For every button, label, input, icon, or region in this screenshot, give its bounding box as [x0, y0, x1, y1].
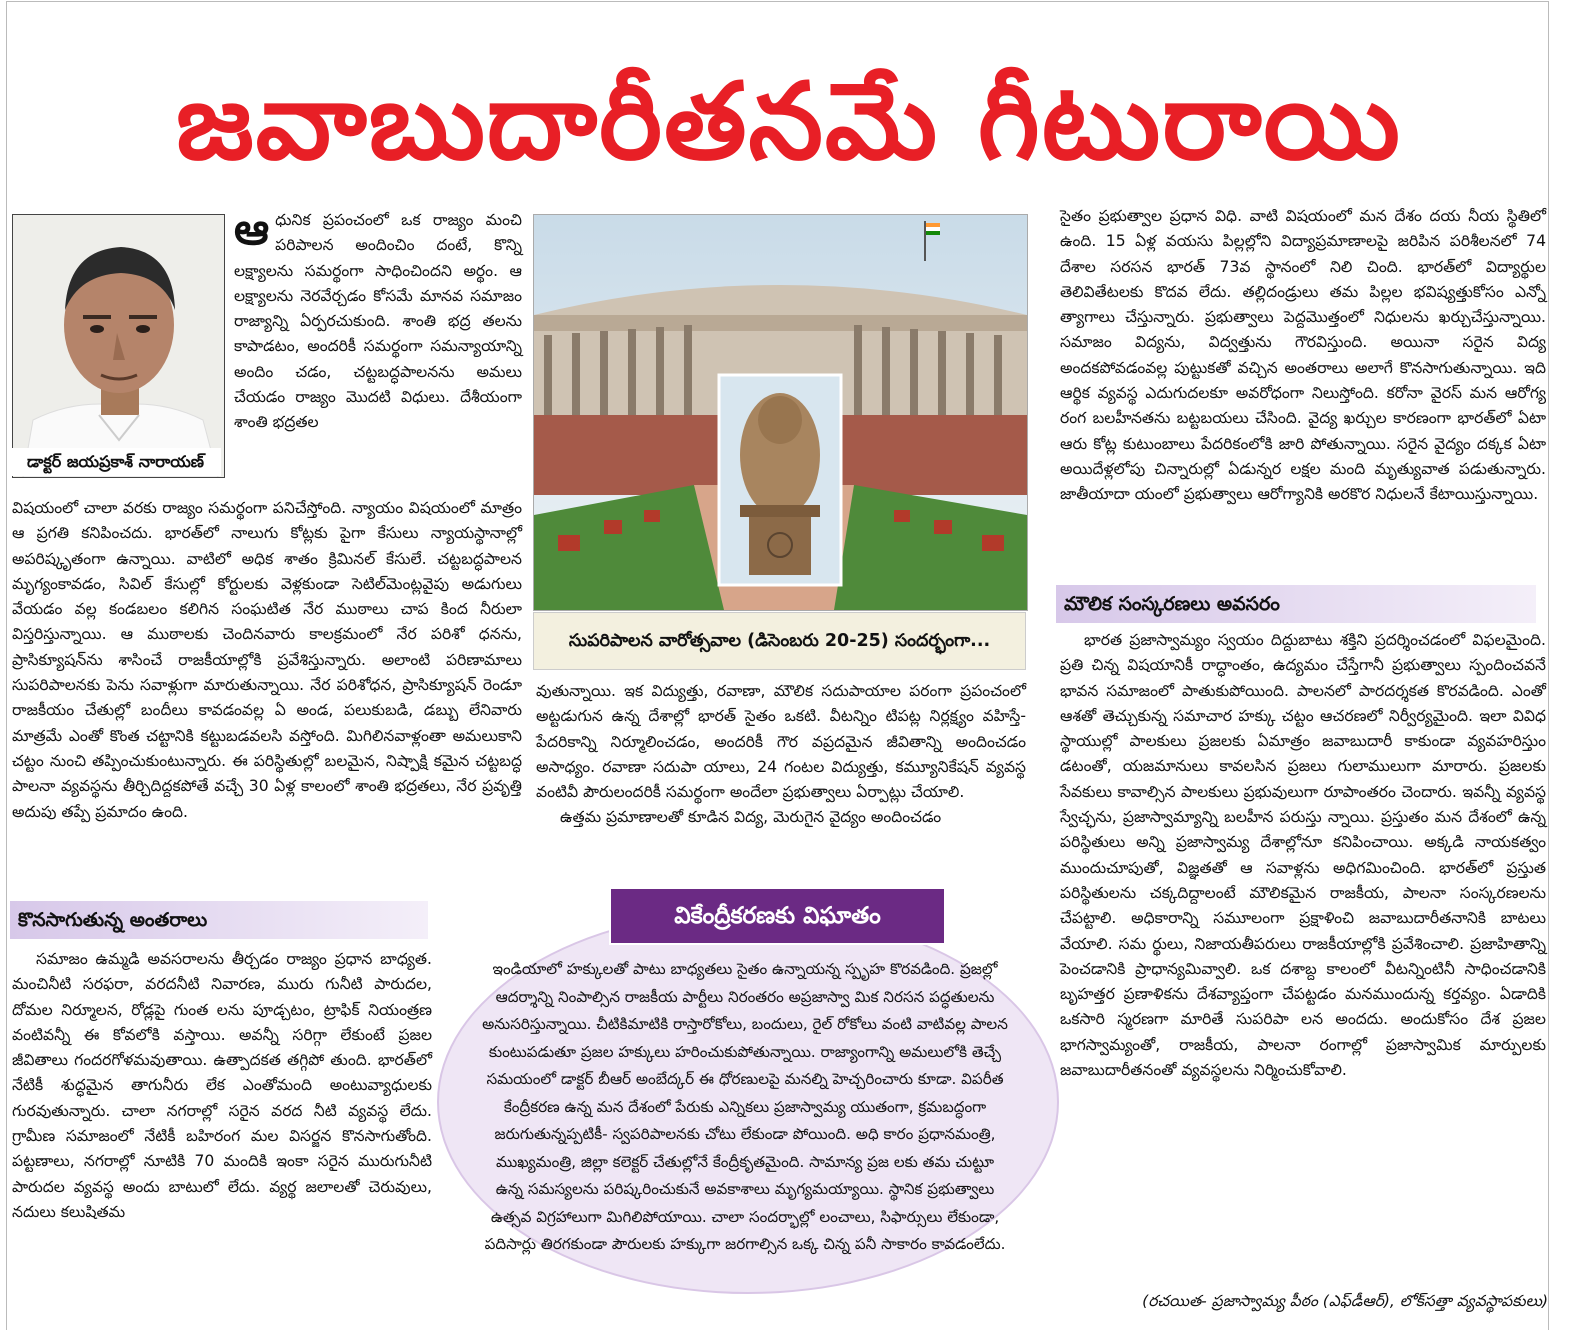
parliament-image [534, 215, 1027, 610]
col2-body [536, 679, 1026, 831]
dropcap: ఆ [234, 204, 270, 255]
col1-bottom-text: సమాజం ఉమ్మడి అవసరాలను తీర్చడం రాజ్యం ప్రధాన బాధ్యత. మంచినీటి సరఫరా, వరదనీటి నివారణ, మురు గునీటి పారుదల, దోమల నిర్మూలన, రోడ్లపై గుంత లను పూడ్చటం, ట్రాఫిక్ నియంత్రణ వంటివన్నీ ఈ కోవలోకి వస్తాయి. అవన్నీ సరిగ్గా లేకుంటే ప్రజల జీవితాలు గందరగోళమవుతాయి. ఉత్పాదకత తగ్గిపో తుంది. భారత్‌లో నేటికీ శుద్ధమైన తాగునీరు లేక ఎంతోమంది అంటువ్యాధులకు గురవుతున్నారు. చాలా నగరాల్లో సరైన వరద నీటి వ్యవస్థ లేదు. గ్రామీణ సమాజంలో నేటికీ బహిరంగ మల విసర్జన కొనసాగుతోంది. పట్టణాలు, నగరాల్లో నూటికి 70 మందికి ఇంకా సరైన మురుగునీటి పారుదల వ్యవస్థ అందు బాటులో లేదు. వ్యర్థ జలాలతో చెరువులు, నదులు కలుషితమ [12, 950, 432, 1221]
subhead-left: కొనసాగుతున్న అంతరాలు [10, 901, 428, 939]
col3-top [1060, 204, 1546, 508]
author-caption: డాక్టర్ జయప్రకాశ్ నారాయణ్ [10, 448, 221, 476]
box-text: ఇండియాలో హక్కులతో పాటు బాధ్యతలు సైతం ఉన్నాయన్న స్పృహ కొరవడింది. ప్రజల్లో ఆదర్శాన్ని నింపాల్సిన రాజకీయ పార్టీలు నిరంతరం అప్రజాస్వా మిక నిరసన పద్ధతులను అనుసరిస్తున్నాయి. చీటికిమాటికి రాస్తారోకోలు, బందులు, రైల్ రోకోలు వంటి వాటివల్ల పాలన కుంటుపడుతూ ప్రజల హక్కులు హరించుకుపోతున్నాయి. రాజ్యాంగాన్ని అమలులోకి తెచ్చే సమయంలో డాక్టర్ బీఆర్ అంబేద్కర్ ఈ ధోరణులపై మనల్ని హెచ్చరించారు కూడా. విపరీత కేంద్రీకరణ ఉన్న మన దేశంలో పేరుకు ఎన్నికలు ప్రజాస్వామ్య యుతంగా, క్రమబద్ధంగా జరుగుతున్నప్పటికీ- స్వపరిపాలనకు చోటు లేకుండా పోయింది. అధి కారం ప్రధానమంత్రి, ముఖ్యమంత్రి, జిల్లా కలెక్టర్ చేతుల్లోనే కేంద్రీకృతమైంది. సామాన్య ప్రజ లకు తమ చుట్టూ ఉన్న సమస్యలను పరిష్కరించుకునే అవకాశాలు మృగ్యమయ్యాయి. స్థానిక ప్రభుత్వాలు ఉత్సవ విగ్రహాలుగా మిగిలిపోయాయి. చాలా సందర్భాల్లో లంచాలు, సిఫార్సులు లేకుండా, పదిసార్లు తిరగకుండా పౌరులకు హక్కుగా జరగాల్సిన ఒక్క చిన్న పనీ సాకారం కావడంలేదు. [482, 960, 1008, 1253]
col1-body [12, 496, 522, 825]
col1-intro [234, 204, 522, 436]
col2-body-text-2: ఉత్తమ ప్రమాణాలతో కూడిన విద్య, మెరుగైన వైద్యం అందించడం [560, 808, 942, 827]
page-border-top [6, 1, 1549, 2]
col1-body-text: విషయంలో చాలా వరకు రాజ్యం సమర్థంగా పనిచేస్తోంది. న్యాయం విషయంలో మాత్రం ఆ ప్రగతి కనిపించదు. భారత్‌లో నాలుగు కోట్లకు పైగా కేసులు న్యాయస్థానాల్లో అపరిష్కృతంగా ఉన్నాయి. వాటిలో అధిక శాతం క్రిమినల్ కేసులే. చట్టబద్ధపాలన మృగ్యంకావడం, సివిల్ కేసుల్లో కోర్టులకు వెళ్లకుండా సెటిల్‌మెంట్లవైపు అడుగులు వేయడం వల్ల కండబలం కలిగిన సంఘటిత నేర ముఠాలు చాప కింద నీరులా విస్తరిస్తున్నాయి. ఆ ముఠాలకు చెందినవారు కాలక్రమంలో నేర పరిశో ధనను, ప్రాసిక్యూషన్‌ను శాసించే రాజకీయాల్లోకి ప్రవేశిస్తున్నారు. అలాంటి పరిణామాలు సుపరిపాలనకు పెను సవాళ్లుగా మారుతున్నాయి. నేర పరిశోధన, ప్రాసిక్యూషన్ రెండూ రాజకీయం చేతుల్లో బందీలు కావడంవల్ల ఏ అండ, పలుకుబడి, డబ్బు లేనివారు మాత్రమే ఎంతో కొంత చట్టానికి కట్టుబడవలసి వస్తోంది. మిగిలినవాళ్లంతా అమలుకాని చట్టం నుంచి తప్పించుకుంటున్నారు. ఈ పరిస్థితుల్లో బలమైన, నిష్పాక్షి కమైన చట్టబద్ధ పాలనా వ్యవస్థను తీర్చిదిద్దకపోతే వచ్చే 30 ఏళ్ల కాలంలో శాంతి భద్రతలు, నేర ప్రవృత్తి అదుపు తప్పే ప్రమాదం ఉంది. [12, 499, 522, 821]
box-title: వికేంద్రీకరణకు విఘాతం [609, 887, 946, 945]
col3-bottom-text: భారత ప్రజాస్వామ్యం స్వయం దిద్దుబాటు శక్తిని ప్రదర్శించడంలో విఫలమైంది. ప్రతి చిన్న విషయానికీ రాద్ధాంతం, ఉద్యమం చేస్తేగానీ ప్రభుత్వాలు స్పందించవనే భావన సమాజంలో పాతుకుపోయింది. పాలనలో పారదర్శకత కొరవడింది. ఎంతో ఆశతో తెచ్చుకున్న సమాచార హక్కు చట్టం ఆచరణలో నిర్వీర్యమైంది. ఇలా వివిధ స్థాయుల్లో పాలకులు ప్రజలకు ఏమాత్రం జవాబుదారీ కాకుండా వ్యవహరిస్తుం డటంతో, యజమానులు కావలసిన ప్రజలు గులాములుగా మారారు. ప్రజలకు సేవకులు కావాల్సిన పాలకులు ప్రభువులుగా రూపాంతరం చెందారు. ఇవన్నీ వ్యవస్థ స్వేచ్ఛను, ప్రజాస్వామ్యాన్ని బలహీన పరుస్తు న్నాయి. ప్రస్తుతం మన దేశంలో ఉన్న పరిస్థితులు అన్ని ప్రజాస్వామ్య దేశాల్లోనూ కనిపించాయి. అక్కడి నాయకత్వం ముందుచూపుతో, విజ్ఞతతో ఆ సవాళ్లను అధిగమించింది. భారత్‌లో ప్రస్తుత పరిస్థితులను చక్కదిద్దాలంటే మౌలికమైన రాజకీయ, పాలనా సంస్కరణలను చేపట్టాలి. అధికారాన్ని సమూలంగా ప్రక్షాళించి జవాబుదారీతనానికి బాటలు వేయాలి. సమ ర్థులు, నిజాయతీపరులు రాజకీయాల్లోకి ప్రవేశించాలి. ప్రజాహితాన్ని పెంచడానికి ప్రాధాన్యమివ్వాలి. ఒక దశాబ్ద కాలంలో వీటన్నింటినీ సాధించడానికి బృహత్తర ప్రణాళికను దేశవ్యాప్తంగా చేపట్టడం మనముందున్న కర్తవ్యం. ఏడాదికి ఒకసారి స్మరణగా మారితే సుపరిపా లన అందదు. అందుకోసం దేశ ప్రజల భాగస్వామ్యంతో, రాజకీయ, పాలనా రంగాల్లో ప్రజాస్వామిక మార్పులకు జవాబుదారీతనంతో వ్యవస్థలను నిర్మించుకోవాలి. [1060, 631, 1546, 1080]
page-border-left [6, 1, 7, 1330]
parliament-photo [533, 214, 1028, 611]
col2-body-text: వుతున్నాయి. ఇక విద్యుత్తు, రవాణా, మౌలిక సదుపాయాల పరంగా ప్రపంచంలో అట్టడుగున ఉన్న దేశాల్లో భారత్ సైతం ఒకటి. వీటన్నిం టిపట్ల నిర్లక్ష్యం వహిస్తే- పేదరికాన్ని నిర్మూలించడం, అందరికీ గౌర వప్రదమైన జీవితాన్ని అందించడం అసాధ్యం. రవాణా సదుపా యాలు, 24 గంటల విద్యుత్తు, కమ్యూనికేషన్ వ్యవస్థ వంటివీ పౌరులందరికీ సమర్థంగా అందేలా ప్రభుత్వాలు ఏర్పాట్లు చేయాలి. [536, 682, 1026, 802]
page-border-right [1548, 1, 1549, 1330]
col3-bottom [1060, 628, 1546, 1083]
col1-intro-text: ధునిక ప్రపంచంలో ఒక రాజ్యం మంచి పరిపాలన అందించిం దంటే, కొన్ని లక్ష్యాలను సమర్థంగా సాధించిందని అర్థం. ఆ లక్ష్యాలను నెరవేర్చడం కోసమే మానవ సమాజం రాజ్యాన్ని ఏర్పరచుకుంది. శాంతి భద్ర తలను కాపాడటం, అందరికీ సమర్థంగా సమన్యాయాన్ని అందిం చడం, చట్టబద్ధపాలనను అమలు చేయడం రాజ్యం మొదటి విధులు. దేశీయంగా శాంతి భద్రతల [234, 211, 522, 432]
author-byline: (రచయిత- ప్రజాస్వామ్య పీఠం (ఎఫ్‌డీఆర్), లోక్‌సత్తా వ్యవస్థాపకులు) [1142, 1292, 1548, 1310]
col3-top-text: సైతం ప్రభుత్వాల ప్రధాన విధి. వాటి విషయంలో మన దేశం దయ నీయ స్థితిలో ఉంది. 15 ఏళ్ల వయసు పిల్లల్లోని విద్యాప్రమాణాలపై జరిపిన పరిశీలనలో 74 దేశాల సరసన భారత్ 73వ స్థానంలో నిలి చింది. భారత్‌లో విద్యార్థుల తెలివితేటలకు కొదవ లేదు. తల్లిదండ్రులు తమ పిల్లల భవిష్యత్తుకోసం ఎన్నో త్యాగాలు చేస్తున్నారు. ప్రభుత్వాలు పెద్దమొత్తంలో నిధులను ఖర్చుచేస్తున్నాయి. సమాజం విద్యను, విద్వత్తును గౌరవిస్తుంది. అయినా సరైన విద్య అందకపోవడంవల్ల పుట్టుకతో వచ్చిన అంతరాలు అలాగే కొనసాగుతున్నాయి. ఇది ఆర్థిక వ్యవస్థ ఎదుగుదలకూ అవరోధంగా నిలుస్తోంది. కరోనా వైరస్ మన ఆరోగ్య రంగ బలహీనతను బట్టబయలు చేసింది. వైద్య ఖర్చుల కారణంగా భారత్‌లో ఏటా ఆరు కోట్ల కుటుంబాలు పేదరికంలోకి జారి పోతున్నాయి. సరైన వైద్యం దక్కక ఏటా అయిదేళ్లలోపు చిన్నారుల్లో ఏడున్నర లక్షల మంది మృత్యువాత పడుతున్నారు. జాతీయాదా యంలో ప్రభుత్వాలు ఆరోగ్యానికి అరకొర నిధులనే కేటాయిస్తున్నాయి. [1060, 207, 1546, 504]
image-caption: సుపరిపాలన వారోత్సవాల (డిసెంబరు 20-25) సందర్భంగా... [533, 612, 1026, 670]
headline: జవాబుదారీతనమే గీటురాయి [176, 60, 1402, 183]
col1-bottom [12, 947, 432, 1225]
author-photo [12, 214, 225, 478]
subhead-right: మౌలిక సంస్కరణలు అవసరం [1056, 585, 1536, 623]
author-portrait-image [13, 215, 224, 477]
